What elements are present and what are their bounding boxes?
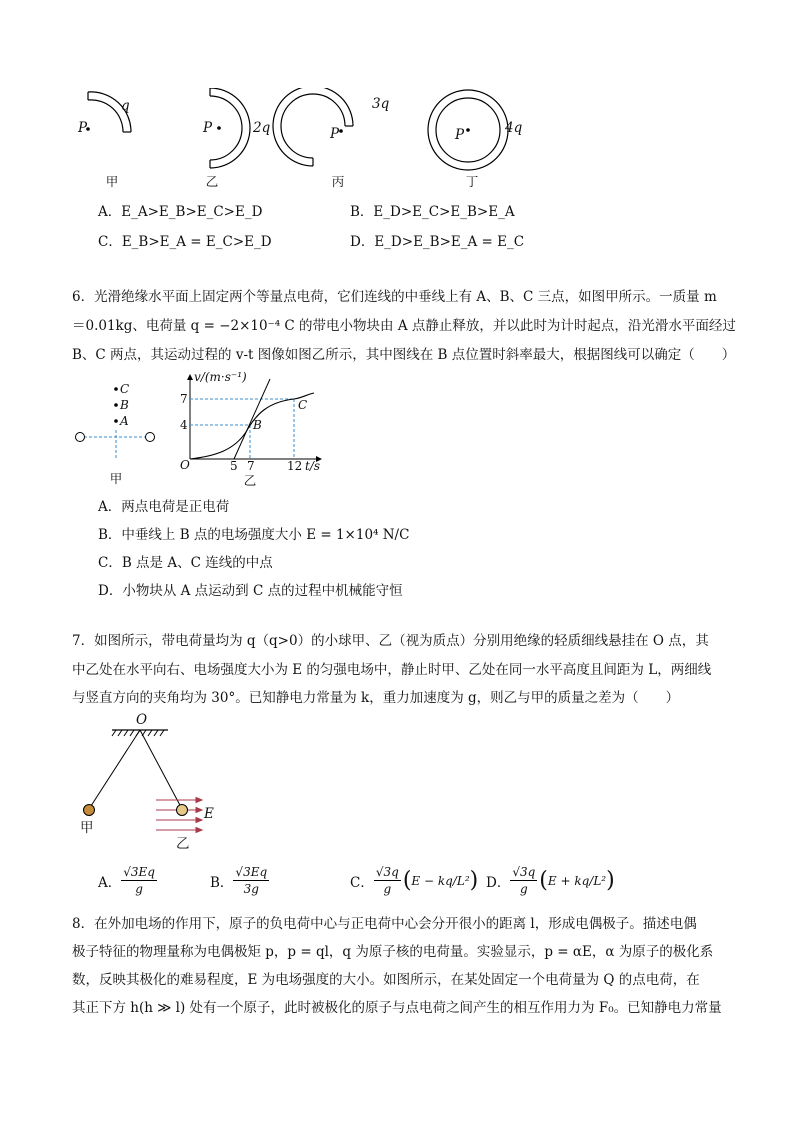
q7-option-d-label: D． bbox=[486, 874, 511, 891]
q7-fig-o: O bbox=[136, 712, 148, 728]
q7-option-a-num: √3Eq bbox=[123, 865, 155, 879]
q5-fig-jia-point: P bbox=[78, 120, 88, 136]
q5-option-b[interactable]: B．E_D>E_C>E_B>E_A bbox=[350, 204, 515, 220]
q5-option-d[interactable]: D．E_D>E_B>E_A = E_C bbox=[350, 234, 525, 250]
q6-fig-right-xtick-7: 7 bbox=[247, 459, 255, 473]
q7-option-a-label: A． bbox=[98, 874, 122, 891]
q7-stem-line1: 7．如图所示，带电荷量均为 q（q>0）的小球甲、乙（视为质点）分别用绝缘的轻质细线悬挂在 O 点，其 bbox=[72, 633, 709, 649]
q5-option-c[interactable]: C．E_B>E_A = E_C>E_D bbox=[98, 234, 272, 250]
q6-fig-left bbox=[70, 378, 165, 468]
q7-option-a[interactable] bbox=[98, 864, 157, 897]
q5-fig-ding-caption: 丁 bbox=[465, 174, 479, 189]
q5-fig-bing-caption: 丙 bbox=[331, 174, 345, 189]
q6-fig-left-caption: 甲 bbox=[109, 471, 123, 486]
q5-option-a[interactable]: A．E_A>E_B>E_C>E_D bbox=[98, 204, 263, 220]
q7-option-d[interactable]: D． $\frac{√3q}{g}$ ( E + kq/L² ) bbox=[486, 865, 615, 896]
q6-fig-right-ylabel: v/(m·s⁻¹) bbox=[194, 370, 247, 384]
q6-stem-line1: 6．光滑绝缘水平面上固定两个等量点电荷，它们连线的中垂线上有 A、B、C 三点，如图甲所示。一质量 m bbox=[72, 289, 717, 305]
q6-fig-right-xtick-12: 12 bbox=[287, 459, 303, 473]
q6-fig-right-point-b: B bbox=[253, 418, 262, 432]
q6-fig-right-ytick-7: 7 bbox=[180, 392, 188, 406]
q7-option-c[interactable]: C． $\frac{√3q}{g}$ ( E − kq/L² ) bbox=[350, 865, 479, 896]
q5-fig-jia-caption: 甲 bbox=[105, 174, 119, 189]
q7-option-b-num: √3Eq bbox=[235, 865, 268, 879]
q7-option-c-num: √3q bbox=[375, 865, 399, 879]
q6-fig-right-caption: 乙 bbox=[243, 473, 257, 488]
q8-stem-line4: 其正下方 h(h ≫ l) 处有一个原子，此时被极化的原子与点电荷之间产生的相互作用力为 F₀。已知静电力常量 bbox=[72, 1000, 722, 1016]
q6-fig-right-ytick-4: 4 bbox=[180, 418, 188, 432]
q7-option-b-label: B． bbox=[210, 874, 234, 891]
q7-option-c-label: C． bbox=[350, 874, 374, 891]
q6-stem-line3: B、C 两点，其运动过程的 v-t 图像如图乙所示，其中图线在 B 点位置时斜率最大，根据图线可以确定（ ） bbox=[72, 347, 736, 363]
q6-option-d[interactable]: D．小物块从 A 点运动到 C 点的过程中机械能守恒 bbox=[98, 583, 403, 599]
q7-figure bbox=[70, 712, 240, 852]
q6-option-b[interactable]: B．中垂线上 B 点的电场强度大小 E = 1×10⁴ N/C bbox=[98, 527, 410, 543]
q5-fig-yi bbox=[210, 88, 250, 168]
q5-fig-bing-charge: 3q bbox=[372, 96, 390, 112]
q7-option-c-den: g bbox=[383, 882, 392, 896]
q7-option-d-paren: E + kq/L² bbox=[547, 873, 607, 888]
q7-fig-jia: 甲 bbox=[80, 820, 94, 836]
q5-fig-yi-caption: 乙 bbox=[205, 174, 219, 189]
q7-option-a-den: g bbox=[135, 882, 143, 896]
q6-fig-right bbox=[176, 372, 326, 472]
q5-fig-yi-charge: 2q bbox=[253, 120, 271, 136]
q7-option-d-num: √3q bbox=[512, 865, 536, 879]
q6-fig-right-xtick-5: 5 bbox=[230, 459, 238, 473]
q5-fig-ding bbox=[428, 90, 508, 170]
q6-option-c[interactable]: C．B 点是 A、C 连线的中点 bbox=[98, 555, 273, 571]
q7-fig-yi: 乙 bbox=[176, 836, 190, 852]
q7-option-b[interactable] bbox=[210, 864, 269, 897]
q6-fig-right-origin: O bbox=[180, 458, 190, 472]
q7-stem-line3: 与竖直方向的夹角均为 30°。已知静电力常量为 k，重力加速度为 g，则乙与甲的质量之差为（ ） bbox=[72, 690, 680, 706]
q5-fig-bing bbox=[273, 88, 353, 166]
q6-fig-right-point-c: C bbox=[298, 398, 308, 412]
q6-option-a[interactable]: A．两点电荷是正电荷 bbox=[98, 499, 230, 515]
q6-fig-right-xlabel: t/s bbox=[305, 459, 321, 473]
q8-stem-line1: 8．在外加电场的作用下，原子的负电荷中心与正电荷中心会分开很小的距离 l，形成电偶极子。描述电偶 bbox=[72, 916, 697, 932]
q7-option-d-den: g bbox=[519, 882, 528, 896]
q5-fig-jia-charge: q bbox=[121, 98, 130, 114]
q6-fig-left-label-b: B bbox=[120, 398, 129, 412]
q5-fig-ding-point: P bbox=[455, 127, 465, 143]
q8-stem-line2: 极子特征的物理量称为电偶极矩 p，p = ql，q 为原子核的电荷量。实验显示，p = αE，α 为原子的极化系 bbox=[72, 944, 714, 960]
q7-fig-e: E bbox=[204, 806, 214, 822]
q8-stem-line3: 数，反映其极化的难易程度，E 为电场强度的大小。如图所示，在某处固定一个电荷量为 Q 的点电荷，在 bbox=[72, 972, 700, 988]
q5-fig-bing-point: P bbox=[330, 126, 340, 142]
q7-option-b-den: 3g bbox=[243, 882, 259, 896]
q6-fig-left-label-c: C bbox=[120, 382, 130, 396]
q5-fig-yi-point: P bbox=[203, 120, 213, 136]
q6-stem-line2: ＝0.01kg、电荷量 q = −2×10⁻⁴ C 的带电小物块由 A 点静止释放，并以此时为计时起点，沿光滑水平面经过 bbox=[72, 318, 736, 334]
q6-fig-left-label-a: A bbox=[120, 414, 129, 428]
q7-option-c-paren: E − kq/L² bbox=[411, 873, 470, 888]
q7-stem-line2: 中乙处在水平向右、电场强度大小为 E 的匀强电场中，静止时甲、乙处在同一水平高度且间距为 L，两细线 bbox=[72, 662, 712, 678]
q5-fig-ding-charge: 4q bbox=[505, 120, 523, 136]
